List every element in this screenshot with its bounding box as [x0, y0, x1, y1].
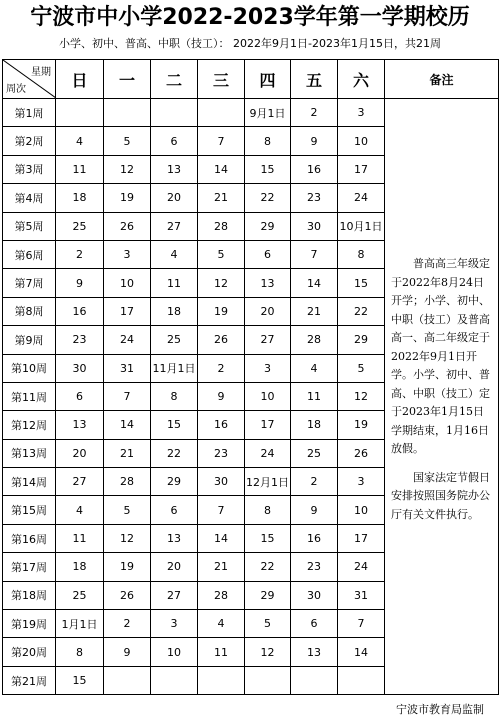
week-label: 第7周: [3, 269, 56, 297]
date-cell: 17: [338, 524, 385, 552]
date-cell: 9: [56, 269, 104, 297]
date-cell: 6: [291, 610, 338, 638]
date-cell: 13: [245, 269, 291, 297]
week-label: 第16周: [3, 524, 56, 552]
date-cell: 22: [151, 439, 198, 467]
notes-cell: [385, 99, 499, 695]
header-row: [3, 60, 499, 99]
date-cell: 3: [245, 354, 291, 382]
date-cell: 7: [104, 382, 151, 410]
date-cell: 11: [198, 638, 245, 666]
notes-header: 备注: [385, 60, 499, 99]
date-cell: 20: [151, 184, 198, 212]
date-cell: 30: [198, 468, 245, 496]
week-label: 第4周: [3, 184, 56, 212]
date-cell: 10: [338, 127, 385, 155]
date-cell: 19: [104, 184, 151, 212]
date-cell: 8: [245, 496, 291, 524]
date-cell: 29: [245, 212, 291, 240]
date-cell: 16: [291, 155, 338, 183]
date-cell: 18: [56, 184, 104, 212]
date-cell: 11月1日: [151, 354, 198, 382]
date-cell: 29: [338, 326, 385, 354]
date-cell: 7: [291, 240, 338, 268]
school-calendar-table: [2, 59, 499, 695]
date-cell: 2: [291, 99, 338, 127]
date-cell: 14: [338, 638, 385, 666]
date-cell: 24: [104, 326, 151, 354]
date-cell: 18: [151, 297, 198, 325]
week-label: 第21周: [3, 666, 56, 694]
week-label: 第17周: [3, 553, 56, 581]
date-cell: 6: [151, 496, 198, 524]
date-cell: 8: [338, 240, 385, 268]
date-cell: 6: [56, 382, 104, 410]
date-cell: 9: [104, 638, 151, 666]
date-cell: 15: [151, 411, 198, 439]
date-cell: 3: [151, 610, 198, 638]
week-row: [3, 99, 499, 127]
date-cell: 28: [104, 468, 151, 496]
day-header-tue: 二: [151, 60, 198, 99]
date-cell: 21: [104, 439, 151, 467]
day-header-thu: 四: [245, 60, 291, 99]
date-cell: 19: [338, 411, 385, 439]
date-cell: 15: [56, 666, 104, 694]
week-label: 第11周: [3, 382, 56, 410]
corner-weekday-label: 星期: [31, 67, 51, 78]
date-cell: 15: [338, 269, 385, 297]
day-header-fri: 五: [291, 60, 338, 99]
corner-header-cell: [3, 60, 56, 99]
date-cell: 11: [291, 382, 338, 410]
date-cell: 4: [56, 127, 104, 155]
week-label: 第2周: [3, 127, 56, 155]
week-label: 第3周: [3, 155, 56, 183]
date-cell: 9月1日: [245, 99, 291, 127]
date-cell: 5: [104, 496, 151, 524]
date-cell: 17: [104, 297, 151, 325]
date-cell: 13: [291, 638, 338, 666]
week-label: 第20周: [3, 638, 56, 666]
date-cell: 15: [245, 155, 291, 183]
date-cell: 18: [291, 411, 338, 439]
notes-paragraph-holidays: 国家法定节假日安排按照国务院办公厅有关文件执行。: [391, 470, 490, 521]
date-cell: 3: [338, 99, 385, 127]
date-cell: 18: [56, 553, 104, 581]
corner-week-label: 周次: [6, 84, 26, 95]
date-cell: 19: [198, 297, 245, 325]
date-cell: 24: [338, 184, 385, 212]
date-cell: 5: [198, 240, 245, 268]
week-label: 第15周: [3, 496, 56, 524]
date-cell: 27: [151, 581, 198, 609]
date-cell: 10: [151, 638, 198, 666]
date-cell: 10: [245, 382, 291, 410]
date-cell: 23: [291, 184, 338, 212]
date-cell: 24: [245, 439, 291, 467]
week-label: 第5周: [3, 212, 56, 240]
date-cell: 14: [104, 411, 151, 439]
date-cell: 4: [198, 610, 245, 638]
date-cell: 28: [198, 212, 245, 240]
date-cell: 7: [338, 610, 385, 638]
date-cell: 21: [198, 553, 245, 581]
date-cell: 28: [198, 581, 245, 609]
notes-paragraph-opening: 普高高三年级定于2022年8月24日开学；小学、初中、中职（技工）及普高高一、高二年级定于2022年9月1日开学。小学、初中、普高、中职（技工）定于2023年1月15日学期结束，1月16日放假。: [391, 257, 490, 455]
date-cell: 29: [245, 581, 291, 609]
date-cell: 26: [198, 326, 245, 354]
day-header-wed: 三: [198, 60, 245, 99]
date-cell: 17: [245, 411, 291, 439]
week-label: 第14周: [3, 468, 56, 496]
date-cell: 12: [198, 269, 245, 297]
date-cell: 23: [198, 439, 245, 467]
date-cell: 4: [151, 240, 198, 268]
date-cell: [338, 666, 385, 694]
date-cell: 9: [291, 127, 338, 155]
date-cell: 26: [104, 581, 151, 609]
date-cell: 11: [56, 524, 104, 552]
date-cell: 19: [104, 553, 151, 581]
date-cell: 23: [56, 326, 104, 354]
date-cell: [104, 99, 151, 127]
date-cell: [245, 666, 291, 694]
date-cell: 12: [104, 524, 151, 552]
date-cell: 13: [56, 411, 104, 439]
date-cell: 17: [338, 155, 385, 183]
date-cell: 10: [338, 496, 385, 524]
date-cell: 20: [151, 553, 198, 581]
date-cell: 25: [56, 212, 104, 240]
date-cell: 9: [198, 382, 245, 410]
week-label: 第9周: [3, 326, 56, 354]
date-cell: 13: [151, 155, 198, 183]
date-cell: [151, 99, 198, 127]
date-cell: 21: [291, 297, 338, 325]
date-cell: 16: [198, 411, 245, 439]
date-cell: 8: [56, 638, 104, 666]
date-cell: 27: [245, 326, 291, 354]
page-subtitle: 小学、初中、普高、中职（技工）： 2022年9月1日-2023年1月15日，共21周: [59, 37, 441, 50]
date-cell: 12: [338, 382, 385, 410]
date-cell: 12: [104, 155, 151, 183]
date-cell: 22: [245, 184, 291, 212]
week-label: 第12周: [3, 411, 56, 439]
date-cell: 13: [151, 524, 198, 552]
date-cell: 8: [245, 127, 291, 155]
date-cell: 8: [151, 382, 198, 410]
date-cell: 23: [291, 553, 338, 581]
week-label: 第10周: [3, 354, 56, 382]
date-cell: 5: [245, 610, 291, 638]
date-cell: 30: [291, 212, 338, 240]
date-cell: 6: [245, 240, 291, 268]
date-cell: 25: [56, 581, 104, 609]
date-cell: 5: [104, 127, 151, 155]
day-header-mon: 一: [104, 60, 151, 99]
date-cell: 10月1日: [338, 212, 385, 240]
date-cell: 31: [104, 354, 151, 382]
week-label: 第18周: [3, 581, 56, 609]
date-cell: 2: [104, 610, 151, 638]
date-cell: 22: [245, 553, 291, 581]
date-cell: 16: [291, 524, 338, 552]
date-cell: [198, 666, 245, 694]
date-cell: [104, 666, 151, 694]
date-cell: 3: [338, 468, 385, 496]
date-cell: 27: [56, 468, 104, 496]
date-cell: 31: [338, 581, 385, 609]
date-cell: 1月1日: [56, 610, 104, 638]
date-cell: [56, 99, 104, 127]
date-cell: 27: [151, 212, 198, 240]
date-cell: 12: [245, 638, 291, 666]
date-cell: 30: [291, 581, 338, 609]
date-cell: 15: [245, 524, 291, 552]
date-cell: 11: [56, 155, 104, 183]
date-cell: 21: [198, 184, 245, 212]
week-label: 第8周: [3, 297, 56, 325]
date-cell: 2: [198, 354, 245, 382]
date-cell: 2: [56, 240, 104, 268]
date-cell: 16: [56, 297, 104, 325]
footer-credit: 宁波市教育局监制: [396, 703, 484, 716]
week-label: 第13周: [3, 439, 56, 467]
week-label: 第19周: [3, 610, 56, 638]
date-cell: 7: [198, 496, 245, 524]
date-cell: 7: [198, 127, 245, 155]
date-cell: 26: [338, 439, 385, 467]
day-header-sun: 日: [56, 60, 104, 99]
date-cell: 14: [291, 269, 338, 297]
date-cell: 24: [338, 553, 385, 581]
date-cell: 9: [291, 496, 338, 524]
date-cell: 10: [104, 269, 151, 297]
date-cell: 28: [291, 326, 338, 354]
date-cell: 2: [291, 468, 338, 496]
date-cell: 25: [291, 439, 338, 467]
date-cell: 4: [291, 354, 338, 382]
date-cell: 4: [56, 496, 104, 524]
date-cell: 14: [198, 524, 245, 552]
date-cell: 5: [338, 354, 385, 382]
date-cell: 30: [56, 354, 104, 382]
date-cell: [291, 666, 338, 694]
date-cell: 11: [151, 269, 198, 297]
date-cell: 20: [56, 439, 104, 467]
date-cell: 26: [104, 212, 151, 240]
date-cell: 22: [338, 297, 385, 325]
week-label: 第1周: [3, 99, 56, 127]
date-cell: 6: [151, 127, 198, 155]
date-cell: [198, 99, 245, 127]
day-header-sat: 六: [338, 60, 385, 99]
page-title: 宁波市中小学2022-2023学年第一学期校历: [30, 5, 470, 30]
date-cell: 3: [104, 240, 151, 268]
week-label: 第6周: [3, 240, 56, 268]
date-cell: 25: [151, 326, 198, 354]
date-cell: 29: [151, 468, 198, 496]
date-cell: 20: [245, 297, 291, 325]
date-cell: 12月1日: [245, 468, 291, 496]
date-cell: 14: [198, 155, 245, 183]
date-cell: [151, 666, 198, 694]
